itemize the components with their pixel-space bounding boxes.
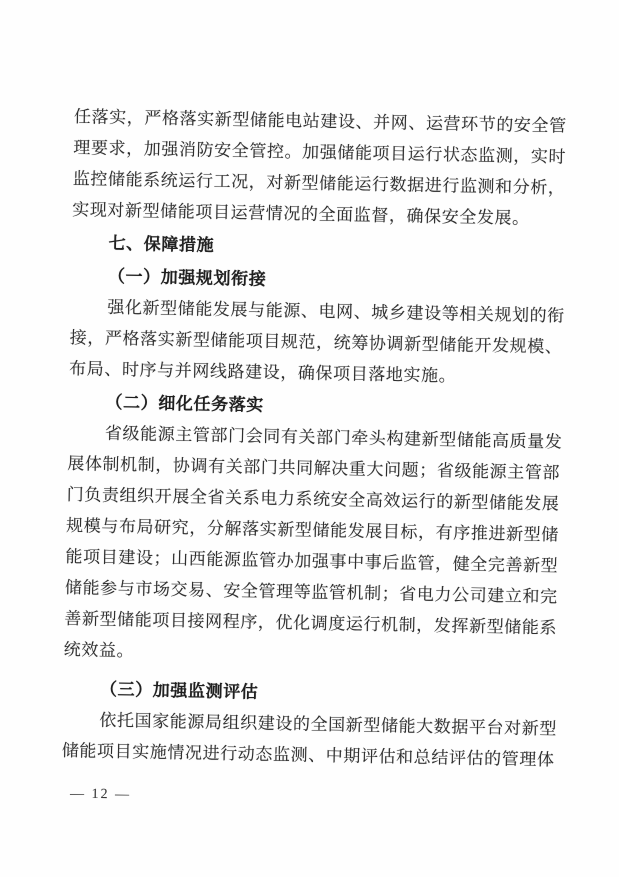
body-text-line: 强化新型储能发展与能源、电网、城乡建设等相关规划的衔	[107, 297, 566, 326]
subsection-heading: （一）加强规划衔接	[107, 266, 267, 289]
body-text-line: 规模与布局研究，分解落实新型储能发展目标，有序推进新型储	[65, 516, 560, 545]
body-text-line: 省级能源主管部门会同有关部门牵头构建新型储能高质量发	[104, 423, 563, 452]
body-text-line: 统效益。	[63, 640, 135, 661]
body-text-line: 善新型储能项目接网程序，优化调度运行机制，发挥新型储能系	[64, 609, 558, 638]
document-text-block	[62, 101, 595, 776]
body-text-line: 布局、时序与并网线路建设，确保项目落地实施。	[68, 359, 457, 386]
body-text-line: 储能项目实施情况进行动态监测、中期评估和总结评估的管理体	[61, 741, 555, 770]
body-text-line: 依托国家能源局组织建设的全国新型储能大数据平台对新型	[99, 710, 558, 739]
body-text-line: 理要求，加强消防安全管控。加强储能项目运行状态监测，实时	[73, 138, 567, 167]
body-text-line: 门负责组织开展全省关系电力系统安全高效运行的新型储能发展	[66, 485, 560, 514]
body-text-line: 储能参与市场交易、安全管理等监管机制；省电力公司建立和完	[64, 578, 558, 607]
body-text-line: 能项目建设；山西能源监管办加强事中事后监管，健全完善新型	[65, 547, 559, 576]
body-text-line: 任落实，严格落实新型储能电站建设、并网、运营环节的安全管	[73, 107, 567, 136]
body-text-line: 接，严格落实新型储能项目规范，统筹协调新型储能开发规模、	[69, 328, 563, 357]
subsection-heading: （三）加强监测评估	[99, 679, 259, 702]
page-number: — 12 —	[69, 786, 132, 803]
body-text-line: 展体制机制，协调有关部门共同解决重大问题；省级能源主管部	[67, 454, 561, 483]
subsection-heading: （二）细化任务落实	[105, 392, 265, 415]
section-heading: 七、保障措施	[108, 233, 215, 255]
body-text-line: 监控储能系统运行工况，对新型储能运行数据进行监测和分析，	[72, 169, 566, 198]
body-text-line: 实现对新型储能项目运营情况的全面监督，确保安全发展。	[72, 200, 530, 228]
